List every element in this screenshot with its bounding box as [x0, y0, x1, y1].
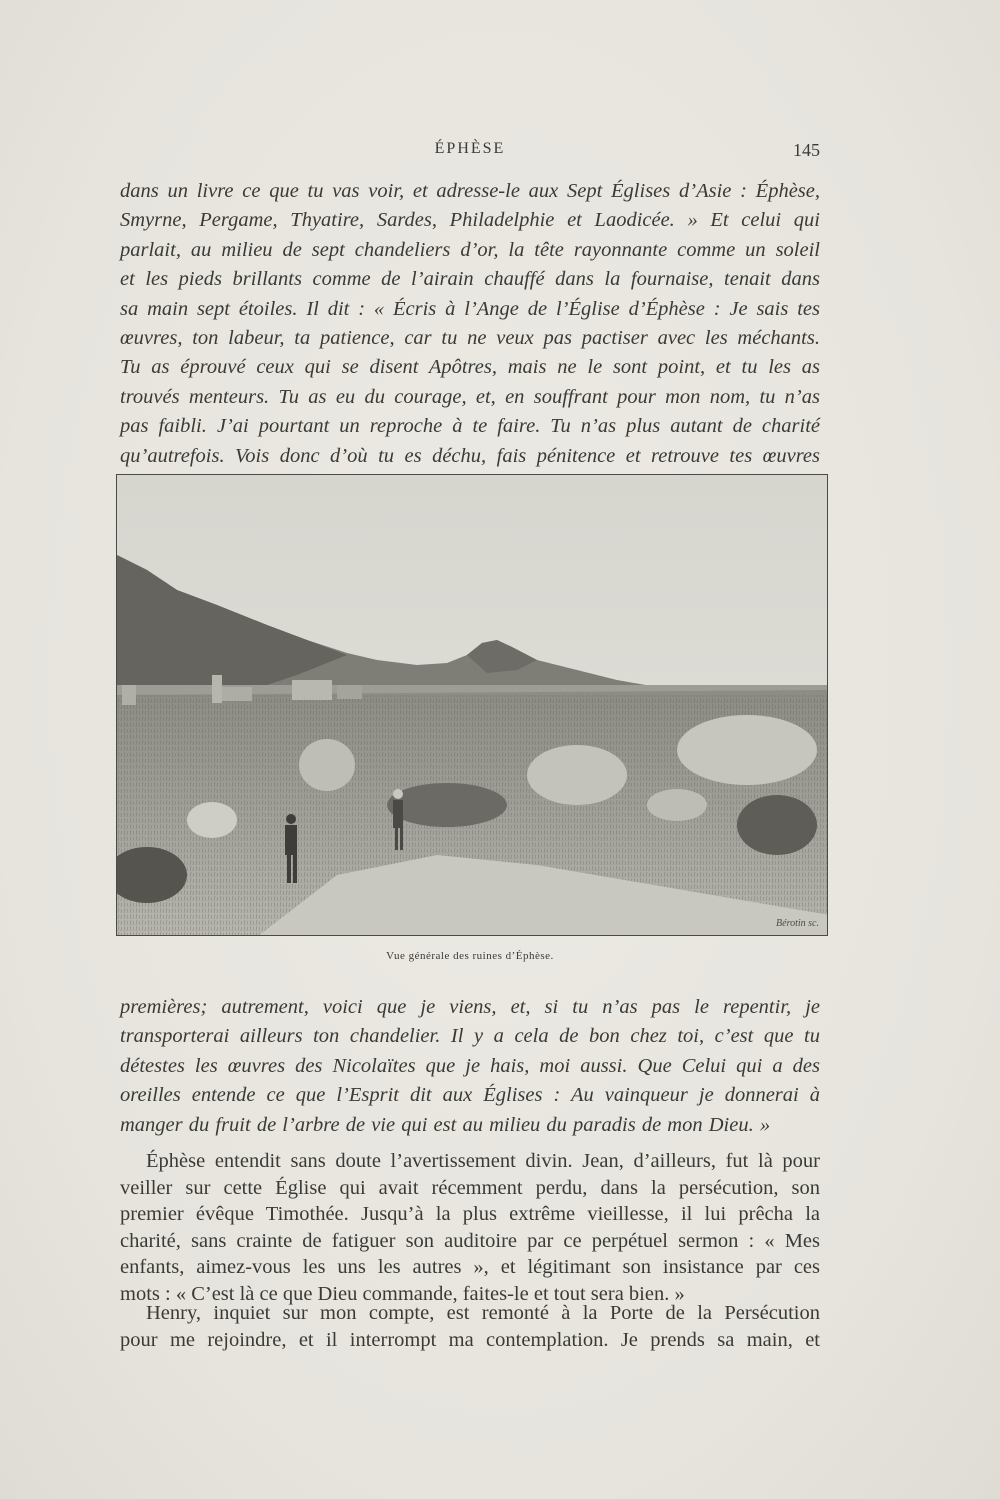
- text-line: sa main sept étoiles. Il dit : « Écris à l’Ange de l’Église d’Éphèse : Je sais tes: [120, 297, 820, 320]
- text-line: parlait, au milieu de sept chandeliers d’or, la tête rayonnante comme un soleil: [120, 238, 820, 261]
- text-line: charité, sans crainte de fatiguer son auditoire par ce perpétuel sermon : « Mes: [120, 1229, 820, 1252]
- text-line: manger du fruit de l’arbre de vie qui est au milieu du paradis de mon Dieu. »: [120, 1113, 771, 1136]
- text-line: oreilles entende ce que l’Esprit dit aux Églises : Au vainqueur je donnerai à: [120, 1084, 820, 1107]
- text-line: dans un livre ce que tu vas voir, et adresse-le aux Sept Églises d’Asie : Éphèse,: [120, 180, 820, 202]
- running-title: ÉPHÈSE: [434, 140, 506, 157]
- text-line: œuvres, ton labeur, ta patience, car tu ne veux pas pactiser avec les méchants.: [120, 327, 820, 350]
- ruins-photograph: [116, 474, 828, 936]
- text-line: enfants, aimez-vous les uns les autres », et légitimant son insistance par ces: [120, 1256, 820, 1278]
- text-line: veiller sur cette Église qui avait récemment perdu, dans la persécution, son: [120, 1176, 820, 1199]
- text-line: Henry, inquiet sur mon compte, est remonté à la Porte de la Persécution: [146, 1302, 820, 1324]
- quote-paragraph-2: [120, 993, 820, 1140]
- text-line: mots : « C’est là ce que Dieu commande, faites-le et tout sera bien. »: [120, 1282, 685, 1305]
- text-line: premières; autrement, voici que je viens, et, si tu n’as pas le repentir, je: [120, 996, 820, 1018]
- text-line: premier évêque Timothée. Jusqu’à la plus extrême vieillesse, il lui prêcha la: [120, 1203, 820, 1225]
- text-line: transporterai ailleurs ton chandelier. Il y a cela de bon chez toi, c’est que tu: [120, 1025, 820, 1048]
- quote-paragraph-1: [120, 177, 820, 471]
- body-paragraph-1: [120, 1148, 820, 1307]
- text-line: pas faibli. J’ai pourtant un reproche à te faire. Tu n’as plus autant de charité: [120, 415, 820, 438]
- engraver-signature: Bérotin sc.: [776, 918, 819, 929]
- text-line: et les pieds brillants comme de l’airain chauffé dans la fournaise, tenait dans: [120, 268, 820, 291]
- page-number: 145: [793, 140, 820, 160]
- figure-caption: Vue générale des ruines d’Éphèse.: [386, 950, 554, 962]
- body-paragraph-2: [120, 1300, 820, 1353]
- text-line: qu’autrefois. Vois donc d’où tu es déchu, fais pénitence et retrouve tes œuvres: [120, 444, 820, 467]
- text-line: Éphèse entendit sans doute l’avertissement divin. Jean, d’ailleurs, fut là pour: [146, 1150, 820, 1172]
- text-line: Tu as éprouvé ceux qui se disent Apôtres, mais ne le sont point, et tu les as: [120, 356, 820, 379]
- text-line: Smyrne, Pergame, Thyatire, Sardes, Philadelphie et Laodicée. » Et celui qui: [120, 209, 820, 232]
- running-head: [120, 140, 820, 164]
- text-line: trouvés menteurs. Tu as eu du courage, et, en souffrant pour mon nom, tu n’as: [120, 385, 820, 408]
- text-line: détestes les œuvres des Nicolaïtes que je hais, moi aussi. Que Celui qui a des: [120, 1054, 820, 1077]
- text-line: pour me rejoindre, et il interrompt ma contemplation. Je prends sa main, et: [120, 1328, 820, 1351]
